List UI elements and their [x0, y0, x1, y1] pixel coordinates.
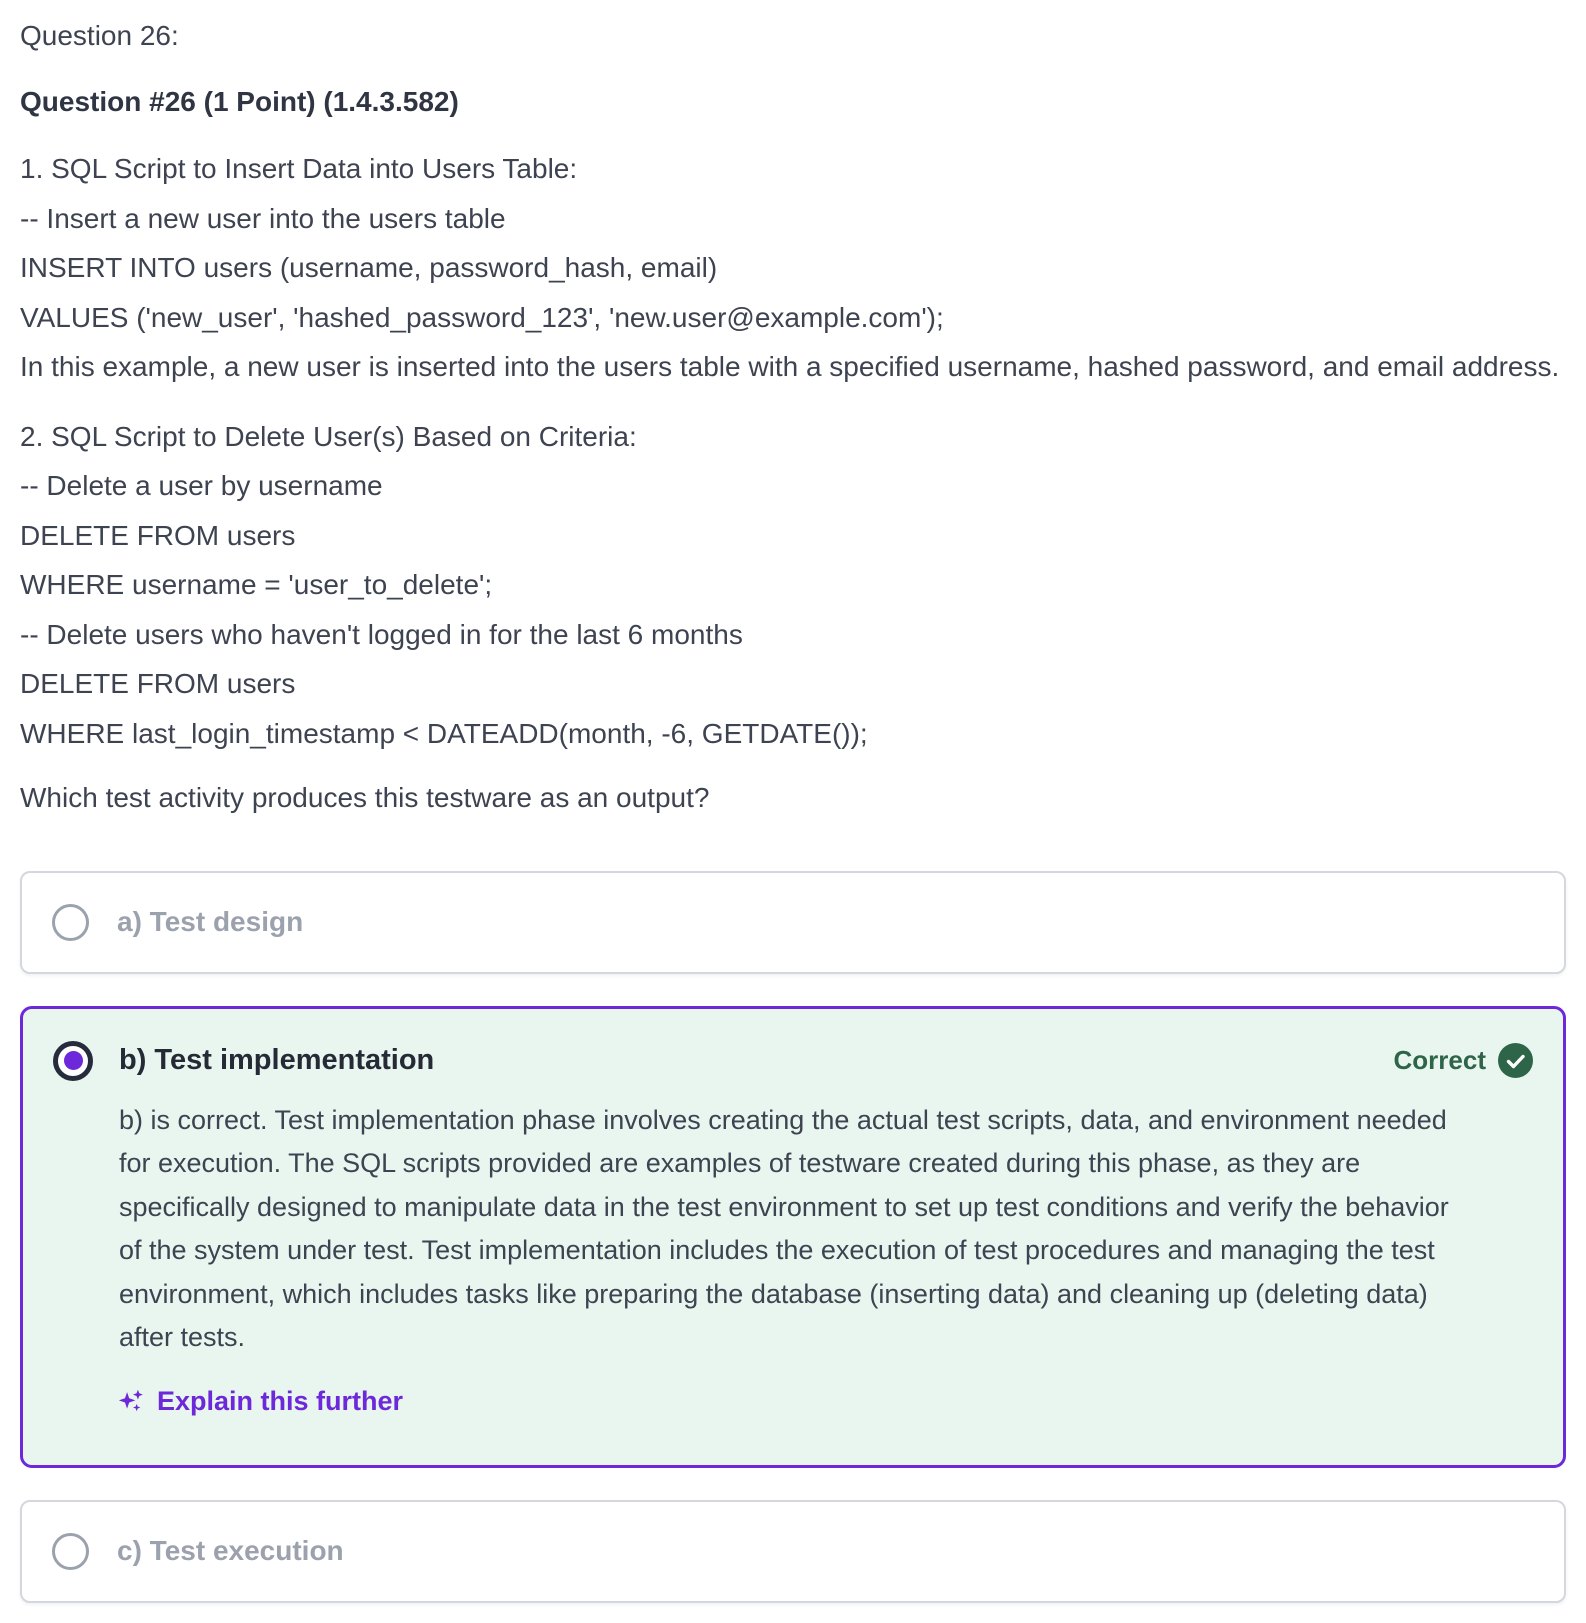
- body-line: WHERE last_login_timestamp < DATEADD(month, -6, GETDATE());: [20, 717, 868, 749]
- question-body-block-2: [20, 412, 1566, 759]
- radio-selected-icon[interactable]: [53, 1041, 93, 1081]
- body-line: -- Delete a user by username: [20, 470, 383, 501]
- option-c-label: c) Test execution: [117, 1535, 344, 1566]
- body-line: 2. SQL Script to Delete User(s) Based on Criteria:: [20, 420, 637, 452]
- radio-unselected-icon[interactable]: [52, 904, 89, 941]
- option-b-header: [53, 1041, 1533, 1081]
- body-line: VALUES ('new_user', 'hashed_password_123', 'new.user@example.com');: [20, 301, 944, 333]
- option-a[interactable]: [20, 871, 1566, 974]
- body-line: 1. SQL Script to Insert Data into Users Table:: [20, 153, 578, 184]
- option-c[interactable]: [20, 1500, 1566, 1603]
- explain-further-label: Explain this further: [157, 1386, 404, 1416]
- radio-unselected-icon[interactable]: [52, 1533, 89, 1570]
- body-line: -- Insert a new user into the users table: [20, 202, 506, 234]
- option-b-label: b) Test implementation: [119, 1044, 435, 1076]
- check-circle-icon: [1498, 1043, 1533, 1078]
- option-b-explanation: b) is correct. Test implementation phase involves creating the actual test scripts, data, and environment needed for execution. The SQL scripts provided are examples of testware created during this phase, as they are specifically designed to manipulate data in the test environment to set up test conditions and verify the behavior of the system under test. Test implementation includes the execution of test procedures and managing the test environment, which includes tasks like preparing the database (inserting data) and cleaning up (deleting data) after tests.: [119, 1104, 1449, 1352]
- body-line: WHERE username = 'user_to_delete';: [20, 569, 493, 600]
- option-a-label: a) Test design: [117, 906, 304, 937]
- body-line: DELETE FROM users: [20, 519, 296, 551]
- question-body-block-1: [20, 144, 1566, 392]
- body-line: DELETE FROM users: [20, 668, 296, 699]
- question-prompt: Which test activity produces this testware as an output?: [20, 782, 710, 813]
- question-number: Question 26:: [20, 20, 179, 51]
- body-line: In this example, a new user is inserted into the users table with a specified username, hashed password, and email address.: [20, 351, 1560, 382]
- explain-further-button[interactable]: [117, 1386, 403, 1418]
- correct-badge-label: Correct: [1393, 1045, 1486, 1075]
- body-line: -- Delete users who haven't logged in for the last 6 months: [20, 618, 743, 650]
- sparkles-icon: [117, 1386, 147, 1418]
- question-title: Question #26 (1 Point) (1.4.3.582): [20, 86, 459, 117]
- option-b[interactable]: [20, 1006, 1566, 1468]
- body-line: INSERT INTO users (username, password_hash, email): [20, 252, 718, 283]
- correct-badge: [1394, 1043, 1533, 1078]
